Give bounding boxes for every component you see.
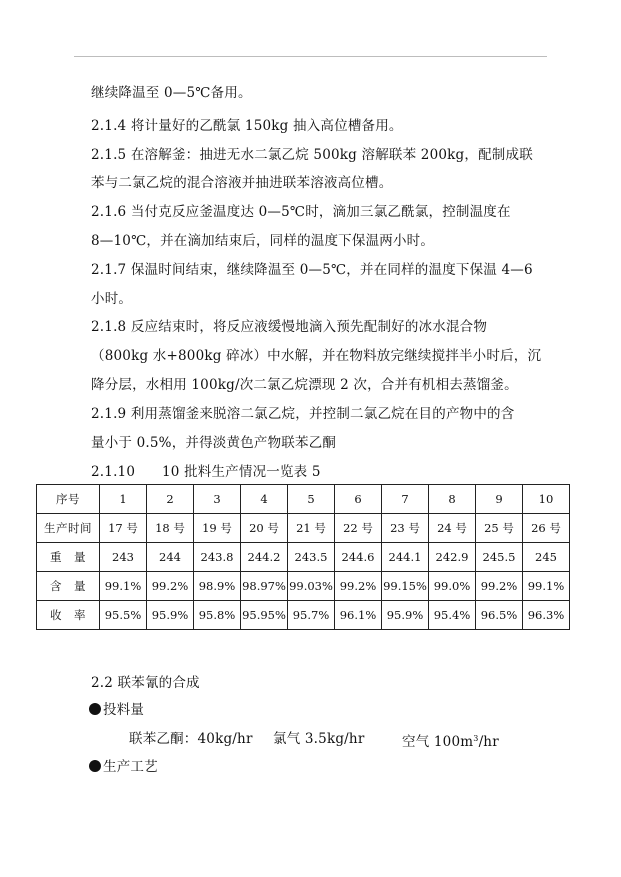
table-cell: 243.8: [194, 543, 241, 572]
bullet-dot-icon: [89, 760, 101, 772]
table-cell: 2: [147, 485, 194, 514]
table-caption: 10 批料生产情况一览表 5: [162, 464, 321, 480]
table-cell: 7: [382, 485, 429, 514]
feed-item: 氯气 3.5kg/hr: [273, 731, 365, 747]
table-cell: 99.15%: [382, 572, 429, 601]
paragraph-line: 2.1.7 保温时间结束，继续降温至 0—5℃，并在同样的温度下保温 4—6: [91, 262, 533, 278]
table-cell: 95.9%: [147, 601, 194, 630]
feed-item-superscript: 3: [473, 734, 479, 743]
table-cell: 18 号: [147, 514, 194, 543]
table-row-label: 序号: [37, 485, 100, 514]
table-cell: 244: [147, 543, 194, 572]
table-cell: 245: [523, 543, 570, 572]
paragraph-line: 降分层，水相用 100kg/次二氯乙烷漂现 2 次，合并有机相去蒸馏釜。: [91, 377, 518, 393]
table-cell: 1: [100, 485, 147, 514]
table-cell: 96.3%: [523, 601, 570, 630]
paragraph-line: 继续降温至 0—5℃备用。: [91, 85, 252, 101]
bullet-label: 投料量: [103, 702, 145, 718]
feed-item-text: 空气 100m: [402, 734, 474, 750]
table-cell: 95.5%: [100, 601, 147, 630]
bullet-item: [89, 701, 144, 719]
table-cell: 96.1%: [335, 601, 382, 630]
table-cell: 19 号: [194, 514, 241, 543]
table-cell: 17 号: [100, 514, 147, 543]
table-cell: 244.2: [241, 543, 288, 572]
table-cell: 243: [100, 543, 147, 572]
table-row: [37, 543, 570, 572]
table-cell: 25 号: [476, 514, 523, 543]
table-cell: 8: [429, 485, 476, 514]
paragraph-line: 2.1.6 当付克反应釜温度达 0—5℃时，滴加三氯乙酰氯，控制温度在: [91, 204, 511, 220]
paragraph-line: 量小于 0.5%，并得淡黄色产物联苯乙酮: [91, 435, 337, 451]
table-cell: 3: [194, 485, 241, 514]
paragraph-line: 苯与二氯乙烷的混合溶液并抽进联苯溶液高位槽。: [91, 175, 393, 191]
table-cell: 245.5: [476, 543, 523, 572]
table-cell: 26 号: [523, 514, 570, 543]
table-row: [37, 485, 570, 514]
feed-item-unit: /hr: [478, 734, 499, 750]
production-table: [36, 484, 570, 630]
table-cell: 99.03%: [288, 572, 335, 601]
table-row-label: 收 率: [37, 601, 100, 630]
header-rule: [74, 56, 547, 57]
table-cell: 98.97%: [241, 572, 288, 601]
paragraph-line: 2.1.9 利用蒸馏釜来脱溶二氯乙烷，并控制二氯乙烷在目的产物中的含: [91, 406, 515, 422]
table-row: [37, 572, 570, 601]
bullet-item: [89, 758, 158, 776]
table-cell: 95.7%: [288, 601, 335, 630]
table-row-label: 含 量: [37, 572, 100, 601]
table-cell: 96.5%: [476, 601, 523, 630]
table-row-label: 重 量: [37, 543, 100, 572]
feed-item: [402, 730, 499, 751]
feed-item: 联苯乙酮：40kg/hr: [129, 731, 253, 747]
table-row: [37, 601, 570, 630]
bullet-label: 生产工艺: [103, 759, 158, 775]
paragraph-line: 小时。: [91, 291, 133, 307]
table-cell: 22 号: [335, 514, 382, 543]
table-cell: 20 号: [241, 514, 288, 543]
paragraph-line: 2.1.8 反应结束时，将反应液缓慢地滴入预先配制好的冰水混合物: [91, 319, 488, 335]
table-cell: 6: [335, 485, 382, 514]
table-cell: 99.1%: [100, 572, 147, 601]
table-cell: 5: [288, 485, 335, 514]
paragraph-line: （800kg 水+800kg 碎冰）中水解，并在物料放完继续搅拌半小时后，沉: [91, 348, 542, 364]
table-cell: 24 号: [429, 514, 476, 543]
table-cell: 244.1: [382, 543, 429, 572]
table-cell: 99.2%: [335, 572, 382, 601]
table-caption-number: 2.1.10: [91, 464, 136, 480]
paragraph-line: 2.1.5 在溶解釜：抽进无水二氯乙烷 500kg 溶解联苯 200kg，配制成联: [91, 147, 533, 163]
table-cell: 243.5: [288, 543, 335, 572]
table-cell: 10: [523, 485, 570, 514]
table-cell: 4: [241, 485, 288, 514]
table-cell: 99.2%: [147, 572, 194, 601]
table-cell: 95.95%: [241, 601, 288, 630]
table-cell: 242.9: [429, 543, 476, 572]
table-row-label: 生产时间: [37, 514, 100, 543]
table-cell: 99.0%: [429, 572, 476, 601]
table-cell: 95.4%: [429, 601, 476, 630]
paragraph-line: 8—10℃，并在滴加结束后，同样的温度下保温两小时。: [91, 233, 435, 249]
table-cell: 99.2%: [476, 572, 523, 601]
table-cell: 244.6: [335, 543, 382, 572]
table-cell: 98.9%: [194, 572, 241, 601]
table-cell: 23 号: [382, 514, 429, 543]
table-row: [37, 514, 570, 543]
table-cell: 95.8%: [194, 601, 241, 630]
table-cell: 9: [476, 485, 523, 514]
table-cell: 21 号: [288, 514, 335, 543]
bullet-dot-icon: [89, 703, 101, 715]
paragraph-line: 2.1.4 将计量好的乙酰氯 150kg 抽入高位槽备用。: [91, 118, 403, 134]
table-cell: 95.9%: [382, 601, 429, 630]
table-cell: 99.1%: [523, 572, 570, 601]
section-heading: 2.2 联苯氰的合成: [91, 675, 200, 691]
